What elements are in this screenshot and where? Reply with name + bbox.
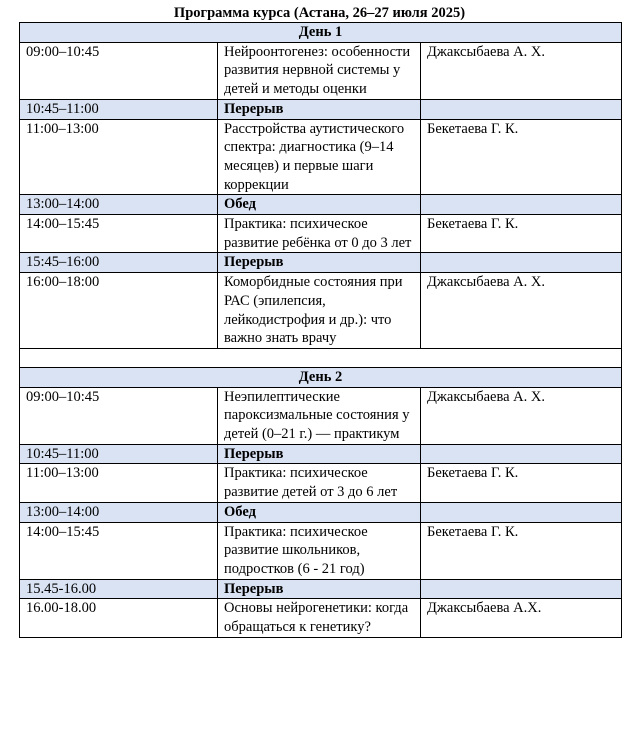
day-label: День 2 [20, 367, 622, 387]
time-cell: 13:00–14:00 [20, 502, 218, 522]
topic-cell: Расстройства аутистического спектра: диагностика (9–14 месяцев) и первые шаги коррекции [218, 119, 421, 195]
empty-cell [421, 253, 622, 273]
day-header-row [20, 23, 622, 43]
time-cell: 09:00–10:45 [20, 42, 218, 99]
break-row [20, 99, 622, 119]
speaker-cell: Джаксыбаева А. Х. [421, 42, 622, 99]
break-row [20, 195, 622, 215]
time-cell: 16:00–18:00 [20, 273, 218, 349]
topic-cell: Практика: психическое развитие школьников, подростков (6 - 21 год) [218, 522, 421, 579]
time-cell: 10:45–11:00 [20, 444, 218, 464]
session-row [20, 42, 622, 99]
topic-cell: Практика: психическое развитие ребёнка от 0 до 3 лет [218, 215, 421, 253]
break-row [20, 502, 622, 522]
schedule-body [20, 23, 622, 638]
speaker-cell: Бекетаева Г. К. [421, 215, 622, 253]
break-row [20, 253, 622, 273]
topic-cell: Практика: психическое развитие детей от 3 до 6 лет [218, 464, 421, 502]
topic-cell: Неэпилептические пароксизмальные состояния у детей (0–21 г.) — практикум [218, 387, 421, 444]
break-label: Перерыв [218, 253, 421, 273]
empty-cell [421, 444, 622, 464]
session-row [20, 119, 622, 195]
speaker-cell: Джаксыбаева А.Х. [421, 599, 622, 637]
break-row [20, 444, 622, 464]
topic-cell: Коморбидные состояния при РАС (эпилепсия, лейкодистрофия и др.): что важно знать врачу [218, 273, 421, 349]
empty-cell [421, 195, 622, 215]
separator-cell [20, 348, 622, 367]
break-row [20, 579, 622, 599]
break-label: Обед [218, 502, 421, 522]
empty-cell [421, 579, 622, 599]
break-label: Перерыв [218, 579, 421, 599]
break-label: Перерыв [218, 99, 421, 119]
empty-cell [421, 502, 622, 522]
time-cell: 13:00–14:00 [20, 195, 218, 215]
time-cell: 10:45–11:00 [20, 99, 218, 119]
time-cell: 15.45-16.00 [20, 579, 218, 599]
time-cell: 11:00–13:00 [20, 464, 218, 502]
topic-cell: Основы нейрогенетики: когда обращаться к генетику? [218, 599, 421, 637]
topic-cell: Нейроонтогенез: особенности развития нервной системы у детей и методы оценки [218, 42, 421, 99]
speaker-cell: Бекетаева Г. К. [421, 522, 622, 579]
schedule-table [19, 22, 622, 638]
day-label: День 1 [20, 23, 622, 43]
speaker-cell: Бекетаева Г. К. [421, 119, 622, 195]
speaker-cell: Бекетаева Г. К. [421, 464, 622, 502]
session-row [20, 387, 622, 444]
speaker-cell: Джаксыбаева А. Х. [421, 387, 622, 444]
session-row [20, 273, 622, 349]
time-cell: 09:00–10:45 [20, 387, 218, 444]
time-cell: 14:00–15:45 [20, 215, 218, 253]
session-row [20, 464, 622, 502]
empty-cell [421, 99, 622, 119]
speaker-cell: Джаксыбаева А. Х. [421, 273, 622, 349]
page-title: Программа курса (Астана, 26–27 июля 2025) [173, 5, 466, 21]
time-cell: 11:00–13:00 [20, 119, 218, 195]
break-label: Перерыв [218, 444, 421, 464]
time-cell: 16.00-18.00 [20, 599, 218, 637]
time-cell: 15:45–16:00 [20, 253, 218, 273]
session-row [20, 215, 622, 253]
time-cell: 14:00–15:45 [20, 522, 218, 579]
day-separator-row [20, 348, 622, 367]
session-row [20, 522, 622, 579]
break-label: Обед [218, 195, 421, 215]
day-header-row [20, 367, 622, 387]
session-row [20, 599, 622, 637]
